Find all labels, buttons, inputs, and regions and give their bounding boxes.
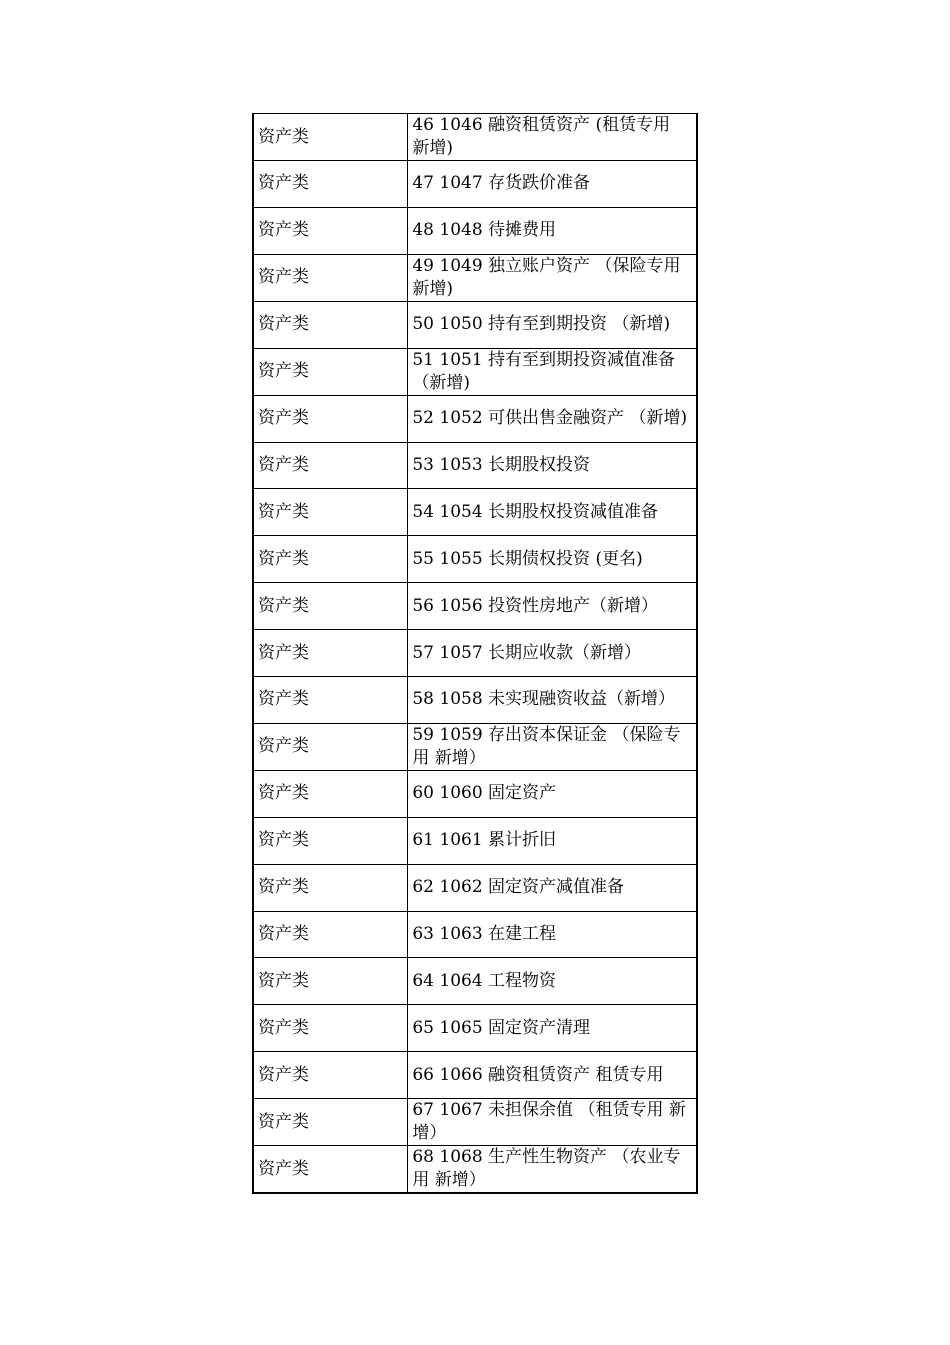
table-row xyxy=(253,958,697,1005)
table-row xyxy=(253,536,697,583)
account-category-cell: 资产类 xyxy=(253,1005,408,1052)
account-category-cell: 资产类 xyxy=(253,1099,408,1146)
account-category-cell: 资产类 xyxy=(253,442,408,489)
account-name-cell: 64 1064 工程物资 xyxy=(408,958,697,1005)
account-name-cell: 60 1060 固定资产 xyxy=(408,770,697,817)
table-row xyxy=(253,161,697,208)
account-category-cell: 资产类 xyxy=(253,1052,408,1099)
account-name-cell: 55 1055 长期债权投资 (更名) xyxy=(408,536,697,583)
account-name-cell: 67 1067 未担保余值 （租赁专用 新增） xyxy=(408,1099,697,1146)
table-row xyxy=(253,677,697,724)
account-name-cell: 61 1061 累计折旧 xyxy=(408,817,697,864)
account-category-cell: 资产类 xyxy=(253,677,408,724)
account-category-cell: 资产类 xyxy=(253,395,408,442)
table-row xyxy=(253,770,697,817)
account-category-cell: 资产类 xyxy=(253,301,408,348)
account-name-cell: 51 1051 持有至到期投资减值准备 （新增) xyxy=(408,348,697,395)
table-row xyxy=(253,583,697,630)
account-category-cell: 资产类 xyxy=(253,958,408,1005)
table-row xyxy=(253,301,697,348)
account-name-cell: 52 1052 可供出售金融资产 （新增) xyxy=(408,395,697,442)
table-row xyxy=(253,1099,697,1146)
account-name-cell: 65 1065 固定资产清理 xyxy=(408,1005,697,1052)
account-name-cell: 63 1063 在建工程 xyxy=(408,911,697,958)
accounts-table xyxy=(252,113,698,1194)
table-row xyxy=(253,1005,697,1052)
account-category-cell: 资产类 xyxy=(253,770,408,817)
account-name-cell: 57 1057 长期应收款（新增） xyxy=(408,630,697,677)
table-row xyxy=(253,254,697,301)
table-row xyxy=(253,630,697,677)
table-row xyxy=(253,1146,697,1194)
account-category-cell: 资产类 xyxy=(253,161,408,208)
account-category-cell: 资产类 xyxy=(253,630,408,677)
table-row xyxy=(253,207,697,254)
table-row xyxy=(253,442,697,489)
table-row xyxy=(253,911,697,958)
table-row xyxy=(253,864,697,911)
account-category-cell: 资产类 xyxy=(253,114,408,161)
account-category-cell: 资产类 xyxy=(253,254,408,301)
account-name-cell: 68 1068 生产性生物资产 （农业专用 新增） xyxy=(408,1146,697,1194)
table-row xyxy=(253,489,697,536)
account-category-cell: 资产类 xyxy=(253,911,408,958)
account-category-cell: 资产类 xyxy=(253,489,408,536)
account-name-cell: 66 1066 融资租赁资产 租赁专用 xyxy=(408,1052,697,1099)
account-category-cell: 资产类 xyxy=(253,583,408,630)
account-category-cell: 资产类 xyxy=(253,1146,408,1194)
account-name-cell: 46 1046 融资租赁资产 (租赁专用 新增) xyxy=(408,114,697,161)
account-name-cell: 48 1048 待摊费用 xyxy=(408,207,697,254)
account-category-cell: 资产类 xyxy=(253,348,408,395)
account-name-cell: 49 1049 独立账户资产 （保险专用 新增) xyxy=(408,254,697,301)
table-row xyxy=(253,1052,697,1099)
table-row xyxy=(253,395,697,442)
table-row xyxy=(253,817,697,864)
account-category-cell: 资产类 xyxy=(253,536,408,583)
account-name-cell: 56 1056 投资性房地产（新增） xyxy=(408,583,697,630)
account-name-cell: 59 1059 存出资本保证金 （保险专用 新增） xyxy=(408,723,697,770)
account-name-cell: 53 1053 长期股权投资 xyxy=(408,442,697,489)
account-name-cell: 50 1050 持有至到期投资 （新增) xyxy=(408,301,697,348)
account-category-cell: 资产类 xyxy=(253,864,408,911)
account-name-cell: 54 1054 长期股权投资减值准备 xyxy=(408,489,697,536)
table-row xyxy=(253,114,697,161)
account-name-cell: 47 1047 存货跌价准备 xyxy=(408,161,697,208)
account-name-cell: 62 1062 固定资产减值准备 xyxy=(408,864,697,911)
accounts-table-body xyxy=(253,114,697,1194)
account-name-cell: 58 1058 未实现融资收益（新增） xyxy=(408,677,697,724)
account-category-cell: 资产类 xyxy=(253,207,408,254)
table-row xyxy=(253,723,697,770)
account-category-cell: 资产类 xyxy=(253,817,408,864)
account-category-cell: 资产类 xyxy=(253,723,408,770)
table-row xyxy=(253,348,697,395)
